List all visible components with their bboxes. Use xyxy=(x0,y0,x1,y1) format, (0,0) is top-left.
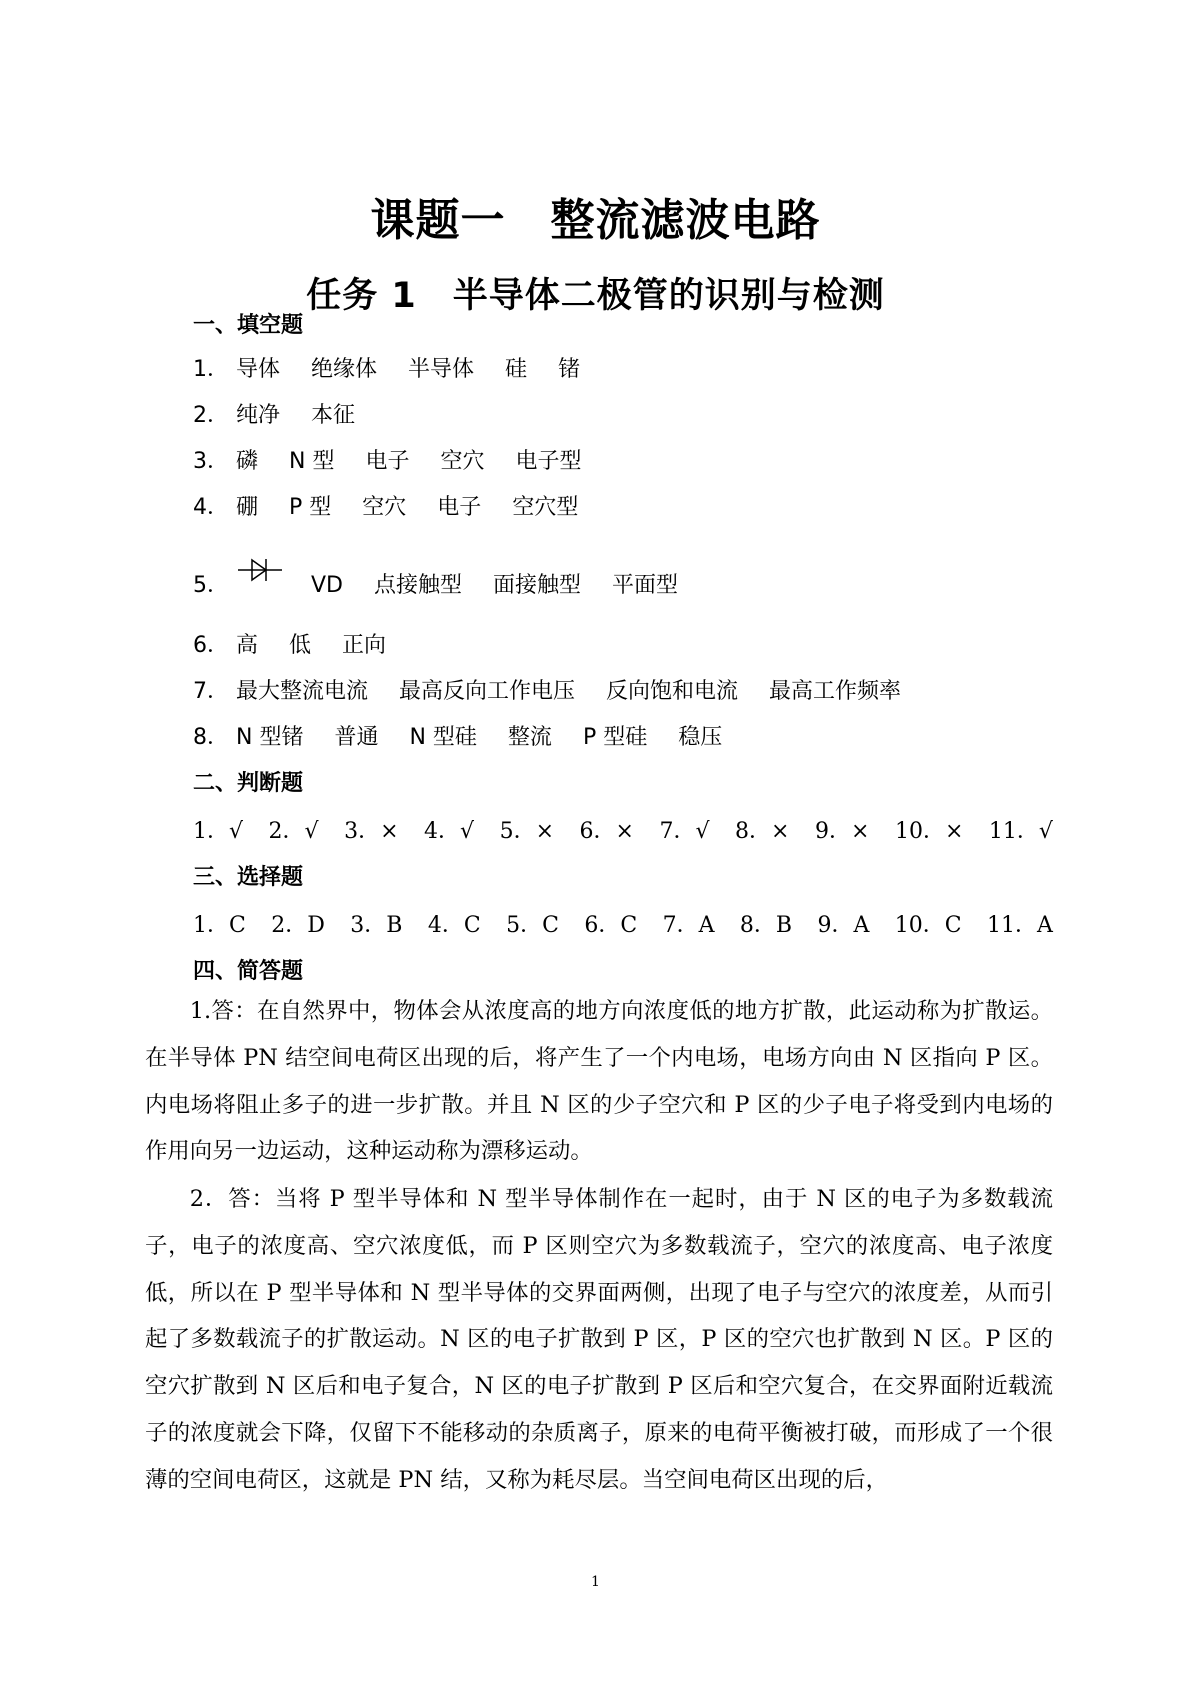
fill-item-2 xyxy=(193,398,379,429)
answer: 最高工作频率 xyxy=(769,679,902,704)
item-number: 8． xyxy=(193,725,229,750)
answer: 最大整流电流 xyxy=(236,679,369,704)
answer: 正向 xyxy=(342,633,387,658)
answer: 半导体 xyxy=(408,357,475,382)
answer: 整流 xyxy=(507,725,552,750)
answer: 低 xyxy=(289,633,312,658)
answer: 高 xyxy=(236,633,259,658)
item-number: 4． xyxy=(193,495,229,520)
answer: 点接触型 xyxy=(374,573,463,598)
answer: 最高反向工作电压 xyxy=(399,679,576,704)
page-subtitle: 任务 1 半导体二极管的识别与检测 xyxy=(306,276,885,316)
answer: 绝缘体 xyxy=(311,357,378,382)
judge-answer: 7．√ xyxy=(659,819,710,844)
answer: 纯净 xyxy=(236,403,281,428)
choice-answer: 11．A xyxy=(987,913,1053,938)
page-number: 1 xyxy=(591,1574,600,1590)
answer: N 型锗 xyxy=(236,725,304,750)
item-number: 3． xyxy=(193,449,229,474)
judge-answer: 5．× xyxy=(499,819,555,844)
answer: 普通 xyxy=(334,725,379,750)
section-heading-choice: 三、选择题 xyxy=(193,865,304,890)
answer: 硅 xyxy=(505,357,528,382)
answer: 空穴型 xyxy=(512,495,579,520)
choice-answer: 8．B xyxy=(739,913,793,938)
judge-answer: 4．√ xyxy=(424,819,475,844)
fill-item-4 xyxy=(193,490,602,521)
choice-answer: 2．D xyxy=(271,913,325,938)
judge-answer: 2．√ xyxy=(268,819,319,844)
choice-answer: 1．C xyxy=(193,913,246,938)
page-title: 课题一 整流滤波电路 xyxy=(370,195,821,246)
choice-answer: 7．A xyxy=(662,913,715,938)
item-number: 6． xyxy=(193,633,229,658)
choice-answer: 9．A xyxy=(817,913,870,938)
choice-answer: 4．C xyxy=(427,913,481,938)
judge-answer: 8．× xyxy=(735,819,790,844)
answer: 电子 xyxy=(437,495,482,520)
item-number: 2． xyxy=(193,403,229,428)
section-heading-judge: 二、判断题 xyxy=(193,771,304,796)
item-number: 1． xyxy=(193,357,229,382)
answer: 本征 xyxy=(311,403,356,428)
answer: 平面型 xyxy=(612,573,679,598)
judge-answer: 3．× xyxy=(344,819,399,844)
section-heading-short-answer: 四、简答题 xyxy=(193,959,304,984)
judge-answer: 11．√ xyxy=(988,819,1053,844)
answer: 锗 xyxy=(558,357,581,382)
fill-item-1 xyxy=(193,352,604,383)
answer: VD xyxy=(311,573,343,598)
fill-item-5 xyxy=(193,568,702,601)
answer: 电子型 xyxy=(515,449,582,474)
choice-answers xyxy=(193,908,1053,939)
answer: 磷 xyxy=(236,449,259,474)
answer-paragraph-2: 2．答：当将 P 型半导体和 N 型半导体制作在一起时，由于 N 区的电子为多数载流子，电子的浓度高、空穴浓度低，而 P 区则空穴为多数载流子，空穴的浓度高、电子浓度低，所以在 P 型半导体和 N 型半导体的交界面两侧，出现了电子与空穴的浓度差，从而引起了多数载流子的扩散运动。N 区的电子扩散到 P 区，P 区的空穴也扩散到 N 区。P 区的空穴扩散到 N 区后和电子复合，N 区的电子扩散到 P 区后和空穴复合，在交界面附近载流子的浓度就会下降，仅留下不能移动的杂质离子，原来的电荷平衡被打破，而形成了一个很薄的空间电荷区，这就是 PN 结，又称为耗尽层。当空间电荷区出现的后， xyxy=(145,1186,1053,1493)
fill-item-3 xyxy=(193,444,606,475)
answer: 电子 xyxy=(365,449,410,474)
answer: 反向饱和电流 xyxy=(606,679,739,704)
choice-answer: 6．C xyxy=(584,913,638,938)
choice-answer: 5．C xyxy=(506,913,559,938)
item-number: 5． xyxy=(193,573,229,598)
answer: P 型硅 xyxy=(582,725,648,750)
judge-answer: 9．× xyxy=(815,819,870,844)
diode-symbol-icon xyxy=(236,555,284,585)
answer: P 型 xyxy=(289,495,332,520)
fill-item-7 xyxy=(193,674,925,705)
judge-answers xyxy=(193,814,1053,845)
answer-paragraph-1: 1.答：在自然界中，物体会从浓度高的地方向浓度低的地方扩散，此运动称为扩散运。在半导体 PN 结空间电荷区出现的后，将产生了一个内电场，电场方向由 N 区指向 P 区。内电场将阻止多子的进一步扩散。并且 N 区的少子空穴和 P 区的少子电子将受到内电场的作用向另一边运动，这种运动称为漂移运动。 xyxy=(145,998,1053,1165)
answer: 导体 xyxy=(236,357,281,382)
answer: N 型硅 xyxy=(409,725,477,750)
answer: 硼 xyxy=(236,495,259,520)
answer: 空穴 xyxy=(440,449,485,474)
fill-item-8 xyxy=(193,720,746,751)
answer: 面接触型 xyxy=(493,573,582,598)
judge-answer: 1．√ xyxy=(193,819,244,844)
answer: N 型 xyxy=(289,449,335,474)
section-heading-fill: 一、填空题 xyxy=(193,313,304,338)
choice-answer: 10．C xyxy=(894,913,962,938)
judge-answer: 10．× xyxy=(894,819,964,844)
choice-answer: 3．B xyxy=(350,913,403,938)
fill-item-6 xyxy=(193,628,410,659)
answer: 稳压 xyxy=(678,725,723,750)
answer: 空穴 xyxy=(362,495,407,520)
judge-answer: 6．× xyxy=(579,819,634,844)
item-number: 7． xyxy=(193,679,229,704)
